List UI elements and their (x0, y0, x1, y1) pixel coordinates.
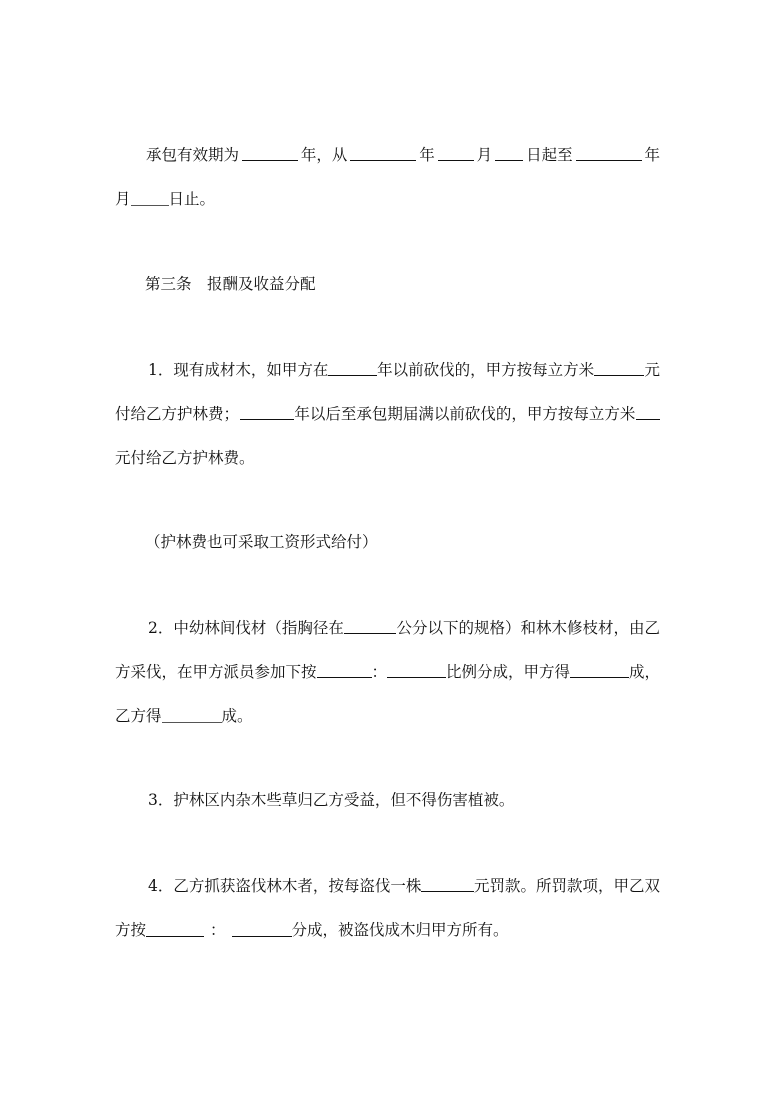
text-segment: 成， (628, 663, 660, 681)
blank-line (146, 921, 204, 937)
item-2-line-3 (115, 706, 253, 726)
blank-line (162, 707, 222, 723)
item-1-line-1 (115, 360, 660, 380)
text-segment: 承包有效期为 (146, 146, 240, 164)
text-segment: ： (210, 921, 226, 939)
note-text: （护林费也可采取工资形式给付） (145, 533, 378, 551)
blank-line (387, 662, 446, 678)
item-2-line-2 (115, 662, 660, 682)
text-segment: 2．中幼林间伐材（指胸径在 (148, 619, 344, 637)
text-segment: 付给乙方护林费； (115, 405, 240, 423)
blank-line (242, 145, 298, 161)
blank-line (317, 662, 372, 678)
blank-line (350, 145, 416, 161)
text-segment: 1．现有成材木，如甲方在 (148, 361, 329, 379)
text-segment: 乙方得 (115, 707, 162, 725)
text-segment: 年 (419, 146, 435, 164)
item-4-line-1 (115, 876, 660, 896)
text-segment: 年以前砍伐的，甲方按每立方米 (377, 361, 595, 379)
blank-line (570, 662, 629, 678)
blank-line (421, 876, 474, 892)
blank-line (594, 360, 644, 376)
text-segment: 日止。 (168, 190, 216, 208)
blank-line (636, 404, 660, 420)
text-segment: 元罚款。所罚款项，甲乙双 (473, 877, 660, 895)
text-segment: 年以后至承包期届满以前砍伐的，甲方按每立方米 (294, 405, 636, 423)
text-segment: 成。 (221, 707, 253, 725)
text-segment: ： (371, 663, 388, 681)
text-segment: 分成，被盗伐成木归甲方所有。 (291, 921, 509, 939)
blank-line (495, 145, 523, 161)
text-segment: 比例分成，甲方得 (446, 663, 571, 681)
validity-line-1 (115, 145, 660, 165)
item-2-line-1 (115, 618, 660, 638)
item-4-line-2 (115, 920, 509, 940)
text-segment: 方按 (115, 921, 147, 939)
blank-line (232, 921, 292, 937)
text-segment: 年 (644, 146, 660, 164)
text-segment: 公分以下的规格）和林木修枝材，由乙 (396, 619, 660, 637)
item-3-line-1: 3．护林区内杂木些草归乙方受益，但不得伤害植被。 (148, 791, 515, 809)
item-1-line-3 (115, 448, 255, 468)
text-segment: 4．乙方抓获盗伐林木者，按每盗伐一株 (148, 877, 422, 895)
text-segment: 元 (644, 361, 660, 379)
blank-line (328, 360, 377, 376)
blank-line (240, 404, 294, 420)
blank-line (438, 145, 474, 161)
text-segment: 月 (476, 146, 493, 164)
text-segment: 方采伐，在甲方派员参加下按 (115, 663, 317, 681)
text-segment: 日起至 (526, 146, 573, 164)
text-segment: 年，从 (300, 146, 348, 164)
text-segment: 元付给乙方护林费。 (115, 449, 255, 467)
item-1-line-2 (115, 404, 660, 424)
section-heading: 第三条 报酬及收益分配 (145, 275, 316, 293)
validity-line-2 (115, 189, 215, 209)
blank-line (344, 618, 397, 634)
blank-line (131, 190, 169, 206)
text-segment: 月 (115, 190, 131, 208)
blank-line (576, 145, 642, 161)
